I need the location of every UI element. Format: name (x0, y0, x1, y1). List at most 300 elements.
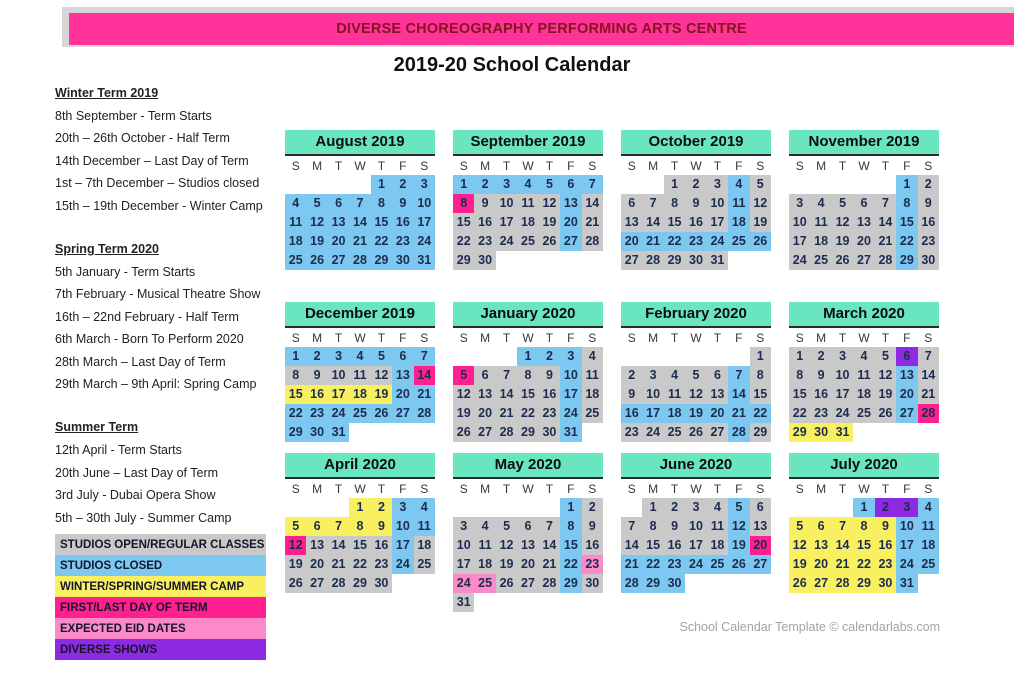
day-cell: 31 (832, 423, 853, 442)
day-cell: 2 (474, 175, 495, 194)
day-cell: 6 (560, 175, 581, 194)
month-title: August 2019 (285, 130, 435, 156)
week-row (621, 194, 771, 213)
weekday-label: T (838, 158, 847, 173)
day-cell: 4 (517, 175, 538, 194)
day-cell: 6 (306, 517, 327, 536)
day-cell: 4 (707, 498, 728, 517)
day-cell: 20 (853, 232, 874, 251)
weekday-label: F (735, 158, 743, 173)
week-row (453, 366, 603, 385)
day-cell: 16 (810, 385, 831, 404)
empty-day-cell (517, 593, 538, 612)
day-cell: 5 (371, 347, 392, 366)
day-cell: 19 (685, 404, 706, 423)
month-title: January 2020 (453, 302, 603, 328)
day-cell: 11 (810, 213, 831, 232)
day-cell: 9 (539, 366, 560, 385)
day-cell: 1 (750, 347, 771, 366)
month-title: October 2019 (621, 130, 771, 156)
day-cell: 19 (496, 555, 517, 574)
empty-day-cell (328, 498, 349, 517)
day-cell: 23 (582, 555, 603, 574)
day-cell: 29 (896, 251, 917, 270)
day-cell: 24 (896, 555, 917, 574)
legend-label: STUDIOS OPEN/REGULAR CLASSES (60, 538, 265, 551)
weekday-label: S (588, 330, 597, 345)
day-cell: 2 (539, 347, 560, 366)
day-cell: 13 (392, 366, 413, 385)
day-cell: 8 (453, 194, 474, 213)
term-date-item: 28th March – Last Day of Term (55, 354, 226, 369)
day-cell: 17 (392, 536, 413, 555)
day-cell: 4 (582, 347, 603, 366)
weekday-label: F (735, 481, 743, 496)
day-cell: 21 (539, 555, 560, 574)
weekday-label: T (670, 481, 679, 496)
weekday-label: S (756, 481, 765, 496)
day-cell: 27 (306, 574, 327, 593)
day-cell: 5 (875, 347, 896, 366)
weekday-label: T (377, 481, 386, 496)
day-cell: 25 (707, 555, 728, 574)
day-cell: 16 (621, 404, 642, 423)
weekday-label: T (502, 330, 511, 345)
day-cell: 30 (392, 251, 413, 270)
day-cell: 3 (328, 347, 349, 366)
day-cell: 1 (371, 175, 392, 194)
week-row (621, 232, 771, 251)
empty-day-cell (560, 593, 581, 612)
day-cell: 17 (707, 213, 728, 232)
day-cell: 27 (853, 251, 874, 270)
weekday-label: S (420, 158, 429, 173)
day-cell: 30 (810, 423, 831, 442)
school-name: DIVERSE CHOREOGRAPHY PERFORMING ARTS CENTRE (336, 21, 747, 37)
day-cell: 28 (832, 574, 853, 593)
empty-day-cell (306, 175, 327, 194)
day-cell: 25 (349, 404, 370, 423)
empty-day-cell (918, 574, 939, 593)
weekday-label: S (627, 330, 636, 345)
weekday-label: F (399, 481, 407, 496)
day-cell: 24 (328, 404, 349, 423)
empty-day-cell (875, 175, 896, 194)
week-row (789, 213, 939, 232)
day-cell: 14 (642, 213, 663, 232)
weekday-label: T (377, 158, 386, 173)
empty-day-cell (306, 498, 327, 517)
day-cell: 9 (918, 194, 939, 213)
week-row (621, 536, 771, 555)
day-cell: 29 (750, 423, 771, 442)
day-cell: 10 (832, 366, 853, 385)
day-cell: 10 (392, 517, 413, 536)
empty-day-cell (728, 574, 749, 593)
day-cell: 15 (560, 536, 581, 555)
day-cell: 18 (918, 536, 939, 555)
month-title: December 2019 (285, 302, 435, 328)
day-cell: 26 (875, 404, 896, 423)
day-cell: 11 (853, 366, 874, 385)
weekday-label: F (567, 330, 575, 345)
day-cell: 30 (875, 574, 896, 593)
weekday-label: T (545, 330, 554, 345)
day-cell: 4 (728, 175, 749, 194)
day-cell: 14 (496, 385, 517, 404)
day-cell: 21 (349, 232, 370, 251)
day-cell: 6 (474, 366, 495, 385)
day-cell: 19 (750, 213, 771, 232)
weekday-label: M (480, 330, 491, 345)
day-cell: 26 (750, 232, 771, 251)
day-cell: 13 (306, 536, 327, 555)
day-cell: 24 (685, 555, 706, 574)
day-cell: 11 (918, 517, 939, 536)
weekday-header-row (453, 156, 603, 175)
week-row (453, 232, 603, 251)
day-cell: 27 (750, 555, 771, 574)
weekday-header-row (453, 479, 603, 498)
month-january-2020 (453, 302, 603, 442)
day-cell: 18 (707, 536, 728, 555)
empty-day-cell (371, 423, 392, 442)
weekday-label: W (690, 481, 702, 496)
day-cell: 14 (918, 366, 939, 385)
day-cell: 21 (875, 232, 896, 251)
month-july-2020 (789, 453, 939, 593)
term-section (55, 86, 291, 217)
day-cell: 27 (896, 404, 917, 423)
day-cell: 20 (306, 555, 327, 574)
day-cell: 3 (832, 347, 853, 366)
empty-day-cell (664, 347, 685, 366)
day-cell: 30 (582, 574, 603, 593)
month-title: May 2020 (453, 453, 603, 479)
day-cell: 14 (539, 536, 560, 555)
empty-day-cell (328, 175, 349, 194)
day-cell: 8 (349, 517, 370, 536)
day-cell: 21 (496, 404, 517, 423)
day-cell: 27 (560, 232, 581, 251)
empty-day-cell (496, 251, 517, 270)
day-cell: 5 (789, 517, 810, 536)
empty-day-cell (621, 498, 642, 517)
weekday-label: M (312, 158, 323, 173)
week-row (285, 213, 435, 232)
day-cell: 20 (474, 404, 495, 423)
day-cell: 31 (896, 574, 917, 593)
week-row (789, 251, 939, 270)
weekday-label: W (354, 330, 366, 345)
empty-day-cell (896, 423, 917, 442)
day-cell: 5 (728, 498, 749, 517)
empty-day-cell (875, 423, 896, 442)
day-cell: 28 (875, 251, 896, 270)
day-cell: 15 (750, 385, 771, 404)
day-cell: 14 (832, 536, 853, 555)
day-cell: 11 (474, 536, 495, 555)
day-cell: 24 (496, 232, 517, 251)
week-row (789, 385, 939, 404)
day-cell: 9 (664, 517, 685, 536)
footer-credit-link[interactable]: School Calendar Template © calendarlabs.com (679, 620, 940, 634)
legend-row (55, 639, 266, 660)
day-cell: 26 (453, 423, 474, 442)
term-date-item: 5th January - Term Starts (55, 265, 196, 280)
weekday-label: W (354, 481, 366, 496)
legend-row (55, 576, 266, 597)
weekday-header-row (621, 156, 771, 175)
weekday-label: W (858, 481, 870, 496)
day-cell: 13 (810, 536, 831, 555)
day-cell: 29 (517, 423, 538, 442)
day-cell: 21 (832, 555, 853, 574)
day-cell: 24 (707, 232, 728, 251)
day-cell: 29 (789, 423, 810, 442)
day-cell: 18 (853, 385, 874, 404)
day-cell: 1 (896, 175, 917, 194)
week-row (285, 385, 435, 404)
day-cell: 3 (414, 175, 435, 194)
weekday-label: M (480, 158, 491, 173)
month-may-2020 (453, 453, 603, 612)
weekday-label: F (903, 330, 911, 345)
day-cell: 29 (349, 574, 370, 593)
month-september-2019 (453, 130, 603, 270)
week-row (285, 498, 435, 517)
day-cell: 17 (685, 536, 706, 555)
day-cell: 11 (582, 366, 603, 385)
weekday-label: M (312, 481, 323, 496)
weekday-label: W (522, 330, 534, 345)
day-cell: 22 (789, 404, 810, 423)
day-cell: 2 (664, 498, 685, 517)
week-row (285, 347, 435, 366)
day-cell: 8 (664, 194, 685, 213)
weekday-label: M (648, 481, 659, 496)
week-row (285, 423, 435, 442)
day-cell: 4 (918, 498, 939, 517)
day-cell: 31 (453, 593, 474, 612)
empty-day-cell (789, 175, 810, 194)
weekday-label: S (459, 481, 468, 496)
month-december-2019 (285, 302, 435, 442)
day-cell: 23 (392, 232, 413, 251)
day-cell: 27 (328, 251, 349, 270)
weekday-label: T (502, 481, 511, 496)
term-date-item: 3rd July - Dubai Opera Show (55, 488, 216, 503)
week-row (789, 517, 939, 536)
day-cell: 26 (371, 404, 392, 423)
legend-label: EXPECTED EID DATES (60, 622, 186, 635)
empty-day-cell (496, 593, 517, 612)
day-cell: 11 (664, 385, 685, 404)
weekday-label: M (312, 330, 323, 345)
day-cell: 14 (582, 194, 603, 213)
weekday-header-row (789, 156, 939, 175)
day-cell: 20 (621, 232, 642, 251)
day-cell: 5 (285, 517, 306, 536)
day-cell: 22 (642, 555, 663, 574)
month-title: June 2020 (621, 453, 771, 479)
weekday-label: T (670, 330, 679, 345)
day-cell: 15 (853, 536, 874, 555)
day-cell: 12 (453, 385, 474, 404)
day-cell: 9 (875, 517, 896, 536)
empty-day-cell (414, 574, 435, 593)
day-cell: 14 (328, 536, 349, 555)
day-cell: 26 (832, 251, 853, 270)
day-cell: 28 (728, 423, 749, 442)
day-cell: 7 (832, 517, 853, 536)
week-row (453, 175, 603, 194)
week-row (621, 423, 771, 442)
day-cell: 4 (853, 347, 874, 366)
page-title: 2019-20 School Calendar (393, 54, 631, 76)
day-cell: 28 (414, 404, 435, 423)
day-cell: 16 (685, 213, 706, 232)
week-row (453, 517, 603, 536)
day-cell: 18 (349, 385, 370, 404)
day-cell: 1 (285, 347, 306, 366)
day-cell: 3 (392, 498, 413, 517)
day-cell: 8 (285, 366, 306, 385)
empty-day-cell (582, 593, 603, 612)
weekday-label: T (502, 158, 511, 173)
day-cell: 19 (832, 232, 853, 251)
day-cell: 2 (685, 175, 706, 194)
day-cell: 20 (517, 555, 538, 574)
weekday-label: S (291, 481, 300, 496)
week-row (789, 423, 939, 442)
empty-day-cell (474, 593, 495, 612)
day-cell: 15 (349, 536, 370, 555)
legend-label: FIRST/LAST DAY OF TERM (60, 601, 208, 614)
term-section (55, 242, 291, 395)
day-cell: 13 (750, 517, 771, 536)
week-row (789, 536, 939, 555)
empty-day-cell (349, 423, 370, 442)
day-cell: 9 (810, 366, 831, 385)
weekday-label: W (354, 158, 366, 173)
empty-day-cell (832, 175, 853, 194)
week-row (453, 555, 603, 574)
month-october-2019 (621, 130, 771, 270)
day-cell: 16 (371, 536, 392, 555)
weekday-label: M (648, 330, 659, 345)
day-cell: 10 (685, 517, 706, 536)
day-cell: 24 (789, 251, 810, 270)
empty-day-cell (560, 251, 581, 270)
week-row (453, 385, 603, 404)
weekday-label: F (399, 330, 407, 345)
day-cell: 3 (642, 366, 663, 385)
weekday-header-row (285, 156, 435, 175)
weekday-label: S (924, 158, 933, 173)
day-cell: 25 (664, 423, 685, 442)
legend-label: STUDIOS CLOSED (60, 559, 163, 572)
day-cell: 1 (664, 175, 685, 194)
day-cell: 26 (685, 423, 706, 442)
week-row (621, 498, 771, 517)
day-cell: 9 (392, 194, 413, 213)
day-cell: 6 (392, 347, 413, 366)
day-cell: 10 (453, 536, 474, 555)
week-row (453, 194, 603, 213)
empty-day-cell (642, 175, 663, 194)
empty-day-cell (621, 175, 642, 194)
day-cell: 7 (349, 194, 370, 213)
day-cell: 22 (853, 555, 874, 574)
day-cell: 3 (707, 175, 728, 194)
empty-day-cell (414, 423, 435, 442)
weekday-label: S (627, 481, 636, 496)
day-cell: 6 (707, 366, 728, 385)
day-cell: 11 (414, 517, 435, 536)
day-cell: 15 (789, 385, 810, 404)
day-cell: 28 (582, 232, 603, 251)
day-cell: 22 (371, 232, 392, 251)
day-cell: 28 (328, 574, 349, 593)
day-cell: 2 (918, 175, 939, 194)
day-cell: 18 (582, 385, 603, 404)
day-cell: 8 (642, 517, 663, 536)
empty-day-cell (474, 498, 495, 517)
day-cell: 7 (328, 517, 349, 536)
day-cell: 28 (642, 251, 663, 270)
empty-day-cell (853, 423, 874, 442)
day-cell: 10 (496, 194, 517, 213)
day-cell: 21 (918, 385, 939, 404)
day-cell: 6 (328, 194, 349, 213)
day-cell: 20 (707, 404, 728, 423)
empty-day-cell (810, 175, 831, 194)
day-cell: 30 (306, 423, 327, 442)
day-cell: 3 (453, 517, 474, 536)
month-november-2019 (789, 130, 939, 270)
day-cell: 3 (496, 175, 517, 194)
day-cell: 15 (285, 385, 306, 404)
weekday-label: M (816, 481, 827, 496)
day-cell: 7 (582, 175, 603, 194)
day-cell: 13 (328, 213, 349, 232)
day-cell: 25 (582, 404, 603, 423)
day-cell: 11 (285, 213, 306, 232)
empty-day-cell (453, 347, 474, 366)
day-cell: 27 (707, 423, 728, 442)
day-cell: 7 (728, 366, 749, 385)
weekday-label: W (858, 158, 870, 173)
week-row (789, 404, 939, 423)
day-cell: 20 (328, 232, 349, 251)
day-cell: 23 (810, 404, 831, 423)
term-date-item: 7th February - Musical Theatre Show (55, 287, 261, 302)
day-cell: 25 (918, 555, 939, 574)
week-row (789, 498, 939, 517)
month-april-2020 (285, 453, 435, 593)
week-row (621, 366, 771, 385)
weekday-label: F (903, 158, 911, 173)
day-cell: 9 (685, 194, 706, 213)
day-cell: 26 (285, 574, 306, 593)
empty-day-cell (750, 574, 771, 593)
day-cell: 17 (789, 232, 810, 251)
day-cell: 7 (875, 194, 896, 213)
month-february-2020 (621, 302, 771, 442)
day-cell: 4 (810, 194, 831, 213)
day-cell: 17 (414, 213, 435, 232)
